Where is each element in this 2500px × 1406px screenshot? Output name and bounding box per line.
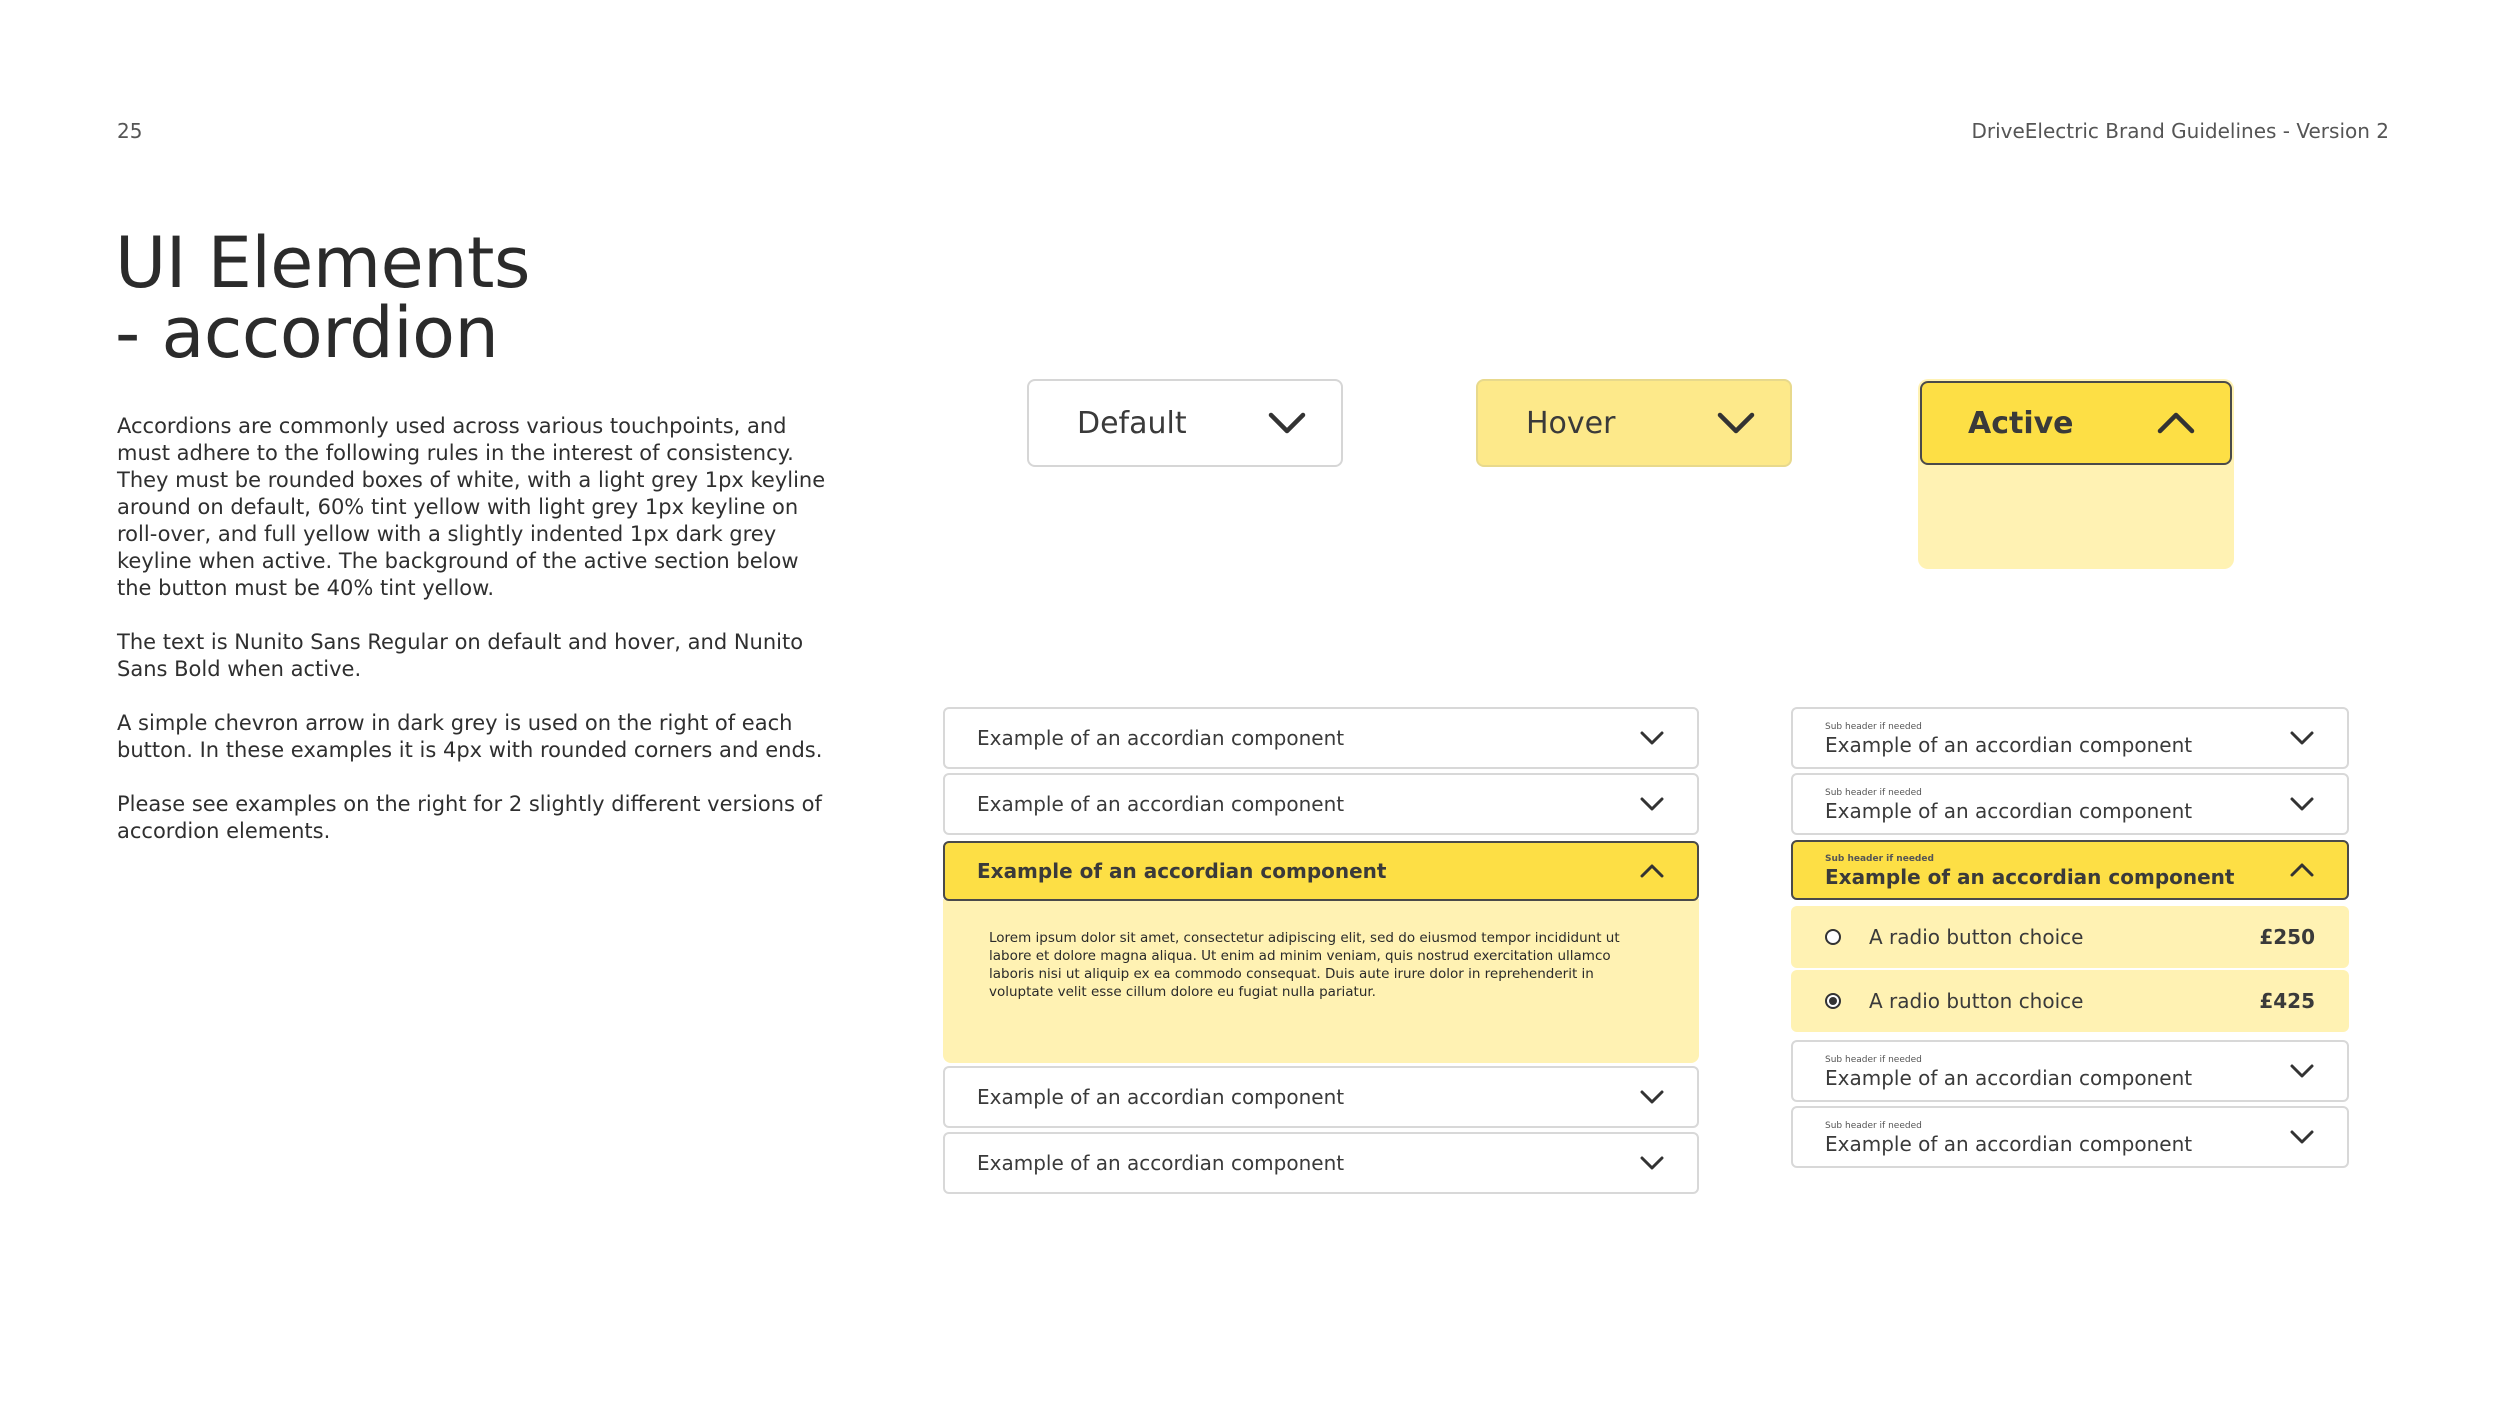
- accordion-sub-header: Sub header if needed: [1825, 1055, 1922, 1065]
- chevron-down-icon: [1639, 1088, 1665, 1106]
- heading-line-2: - accordion: [115, 292, 499, 374]
- accordion-item-text: [1825, 784, 2192, 824]
- accordion-item-label: Example of an accordian component: [977, 1151, 1345, 1175]
- page-number: 25: [117, 119, 143, 143]
- accordion-item-active[interactable]: [1791, 840, 2349, 900]
- radio-label: A radio button choice: [1869, 989, 2084, 1013]
- accordion-sub-header: Sub header if needed: [1825, 788, 1922, 798]
- accordion-item[interactable]: [943, 1132, 1699, 1194]
- accordion-item-label: Example of an accordian component: [977, 792, 1345, 816]
- paragraph: Accordions are commonly used across various touchpoints, and must adhere to the following rules in the interest of consistency. They must be rounded boxes of white, with a light grey 1px keyline around on default, 60% tint yellow with light grey 1px keyline on roll-over, and full yellow with a slightly indented 1px dark grey keyline when active. The background of the active section below the button must be 40% tint yellow.: [117, 414, 826, 600]
- accordion-panel: [943, 899, 1699, 1063]
- chevron-down-icon: [1639, 1154, 1665, 1172]
- chevron-up-icon: [1639, 862, 1665, 880]
- chevron-down-icon: [1639, 795, 1665, 813]
- state-hover-button[interactable]: [1476, 379, 1792, 467]
- chevron-down-icon: [1716, 409, 1756, 437]
- accordion-sub-header: Sub header if needed: [1825, 854, 1934, 864]
- accordion-item[interactable]: [943, 773, 1699, 835]
- state-default-button[interactable]: [1027, 379, 1343, 467]
- accordion-item-label: Example of an accordian component: [977, 859, 1387, 883]
- state-active-button[interactable]: [1920, 381, 2232, 465]
- chevron-down-icon: [2289, 1128, 2315, 1146]
- chevron-down-icon: [1639, 729, 1665, 747]
- chevron-down-icon: [2289, 1062, 2315, 1080]
- accordion-item-label: Example of an accordian component: [1825, 865, 2235, 889]
- state-hover-label: Hover: [1526, 405, 1616, 441]
- accordion-item-label: Example of an accordian component: [977, 726, 1345, 750]
- accordion-item[interactable]: [1791, 773, 2349, 835]
- radio-price: £425: [2259, 989, 2315, 1013]
- accordion-item-text: [1825, 850, 2234, 890]
- radio-button[interactable]: [1825, 929, 1841, 945]
- chevron-down-icon: [2289, 729, 2315, 747]
- state-active-label: Active: [1968, 405, 2074, 441]
- accordion-sub-header: Sub header if needed: [1825, 722, 1922, 732]
- radio-button-selected[interactable]: [1825, 993, 1841, 1009]
- accordion-item[interactable]: [1791, 1106, 2349, 1168]
- chevron-down-icon: [1267, 409, 1307, 437]
- body-text: [117, 413, 837, 872]
- accordion-item-label: Example of an accordian component: [1825, 733, 2193, 757]
- accordion-sub-header: Sub header if needed: [1825, 1121, 1922, 1131]
- chevron-up-icon: [2289, 861, 2315, 879]
- chevron-up-icon: [2156, 409, 2196, 437]
- accordion-item[interactable]: [943, 707, 1699, 769]
- accordion-item-label: Example of an accordian component: [1825, 1066, 2193, 1090]
- radio-option[interactable]: [1791, 970, 2349, 1032]
- page-heading: [115, 222, 530, 374]
- accordion-item-active[interactable]: [943, 841, 1699, 901]
- state-default-label: Default: [1077, 405, 1187, 441]
- accordion-item[interactable]: [1791, 707, 2349, 769]
- paragraph: The text is Nunito Sans Regular on default and hover, and Nunito Sans Bold when active.: [117, 630, 804, 681]
- accordion-item-label: Example of an accordian component: [1825, 799, 2193, 823]
- accordion-item[interactable]: [1791, 1040, 2349, 1102]
- radio-label: A radio button choice: [1869, 925, 2084, 949]
- accordion-item-text: [1825, 718, 2192, 758]
- radio-price: £250: [2259, 925, 2315, 949]
- accordion-item-text: [1825, 1117, 2192, 1157]
- chevron-down-icon: [2289, 795, 2315, 813]
- heading-line-1: UI Elements: [115, 222, 530, 304]
- accordion-item[interactable]: [943, 1066, 1699, 1128]
- document-title: DriveElectric Brand Guidelines - Version 2: [1971, 119, 2389, 143]
- accordion-item-label: Example of an accordian component: [1825, 1132, 2193, 1156]
- radio-option[interactable]: [1791, 906, 2349, 968]
- paragraph: Please see examples on the right for 2 slightly different versions of accordion elements.: [117, 792, 822, 843]
- accordion-panel-text: Lorem ipsum dolor sit amet, consectetur adipiscing elit, sed do eiusmod tempor incididunt ut labore et dolore magna aliqua. Ut enim ad minim veniam, quis nostrud exercitation ullamco laboris nisi ut aliquip ex ea commodo consequat. Duis aute irure dolor in reprehenderit in voluptate velit esse cillum dolore eu fugiat nulla pariatur.: [989, 930, 1620, 1000]
- accordion-item-text: [1825, 1051, 2192, 1091]
- paragraph: A simple chevron arrow in dark grey is used on the right of each button. In these examples it is 4px with rounded corners and ends.: [117, 711, 823, 762]
- accordion-item-label: Example of an accordian component: [977, 1085, 1345, 1109]
